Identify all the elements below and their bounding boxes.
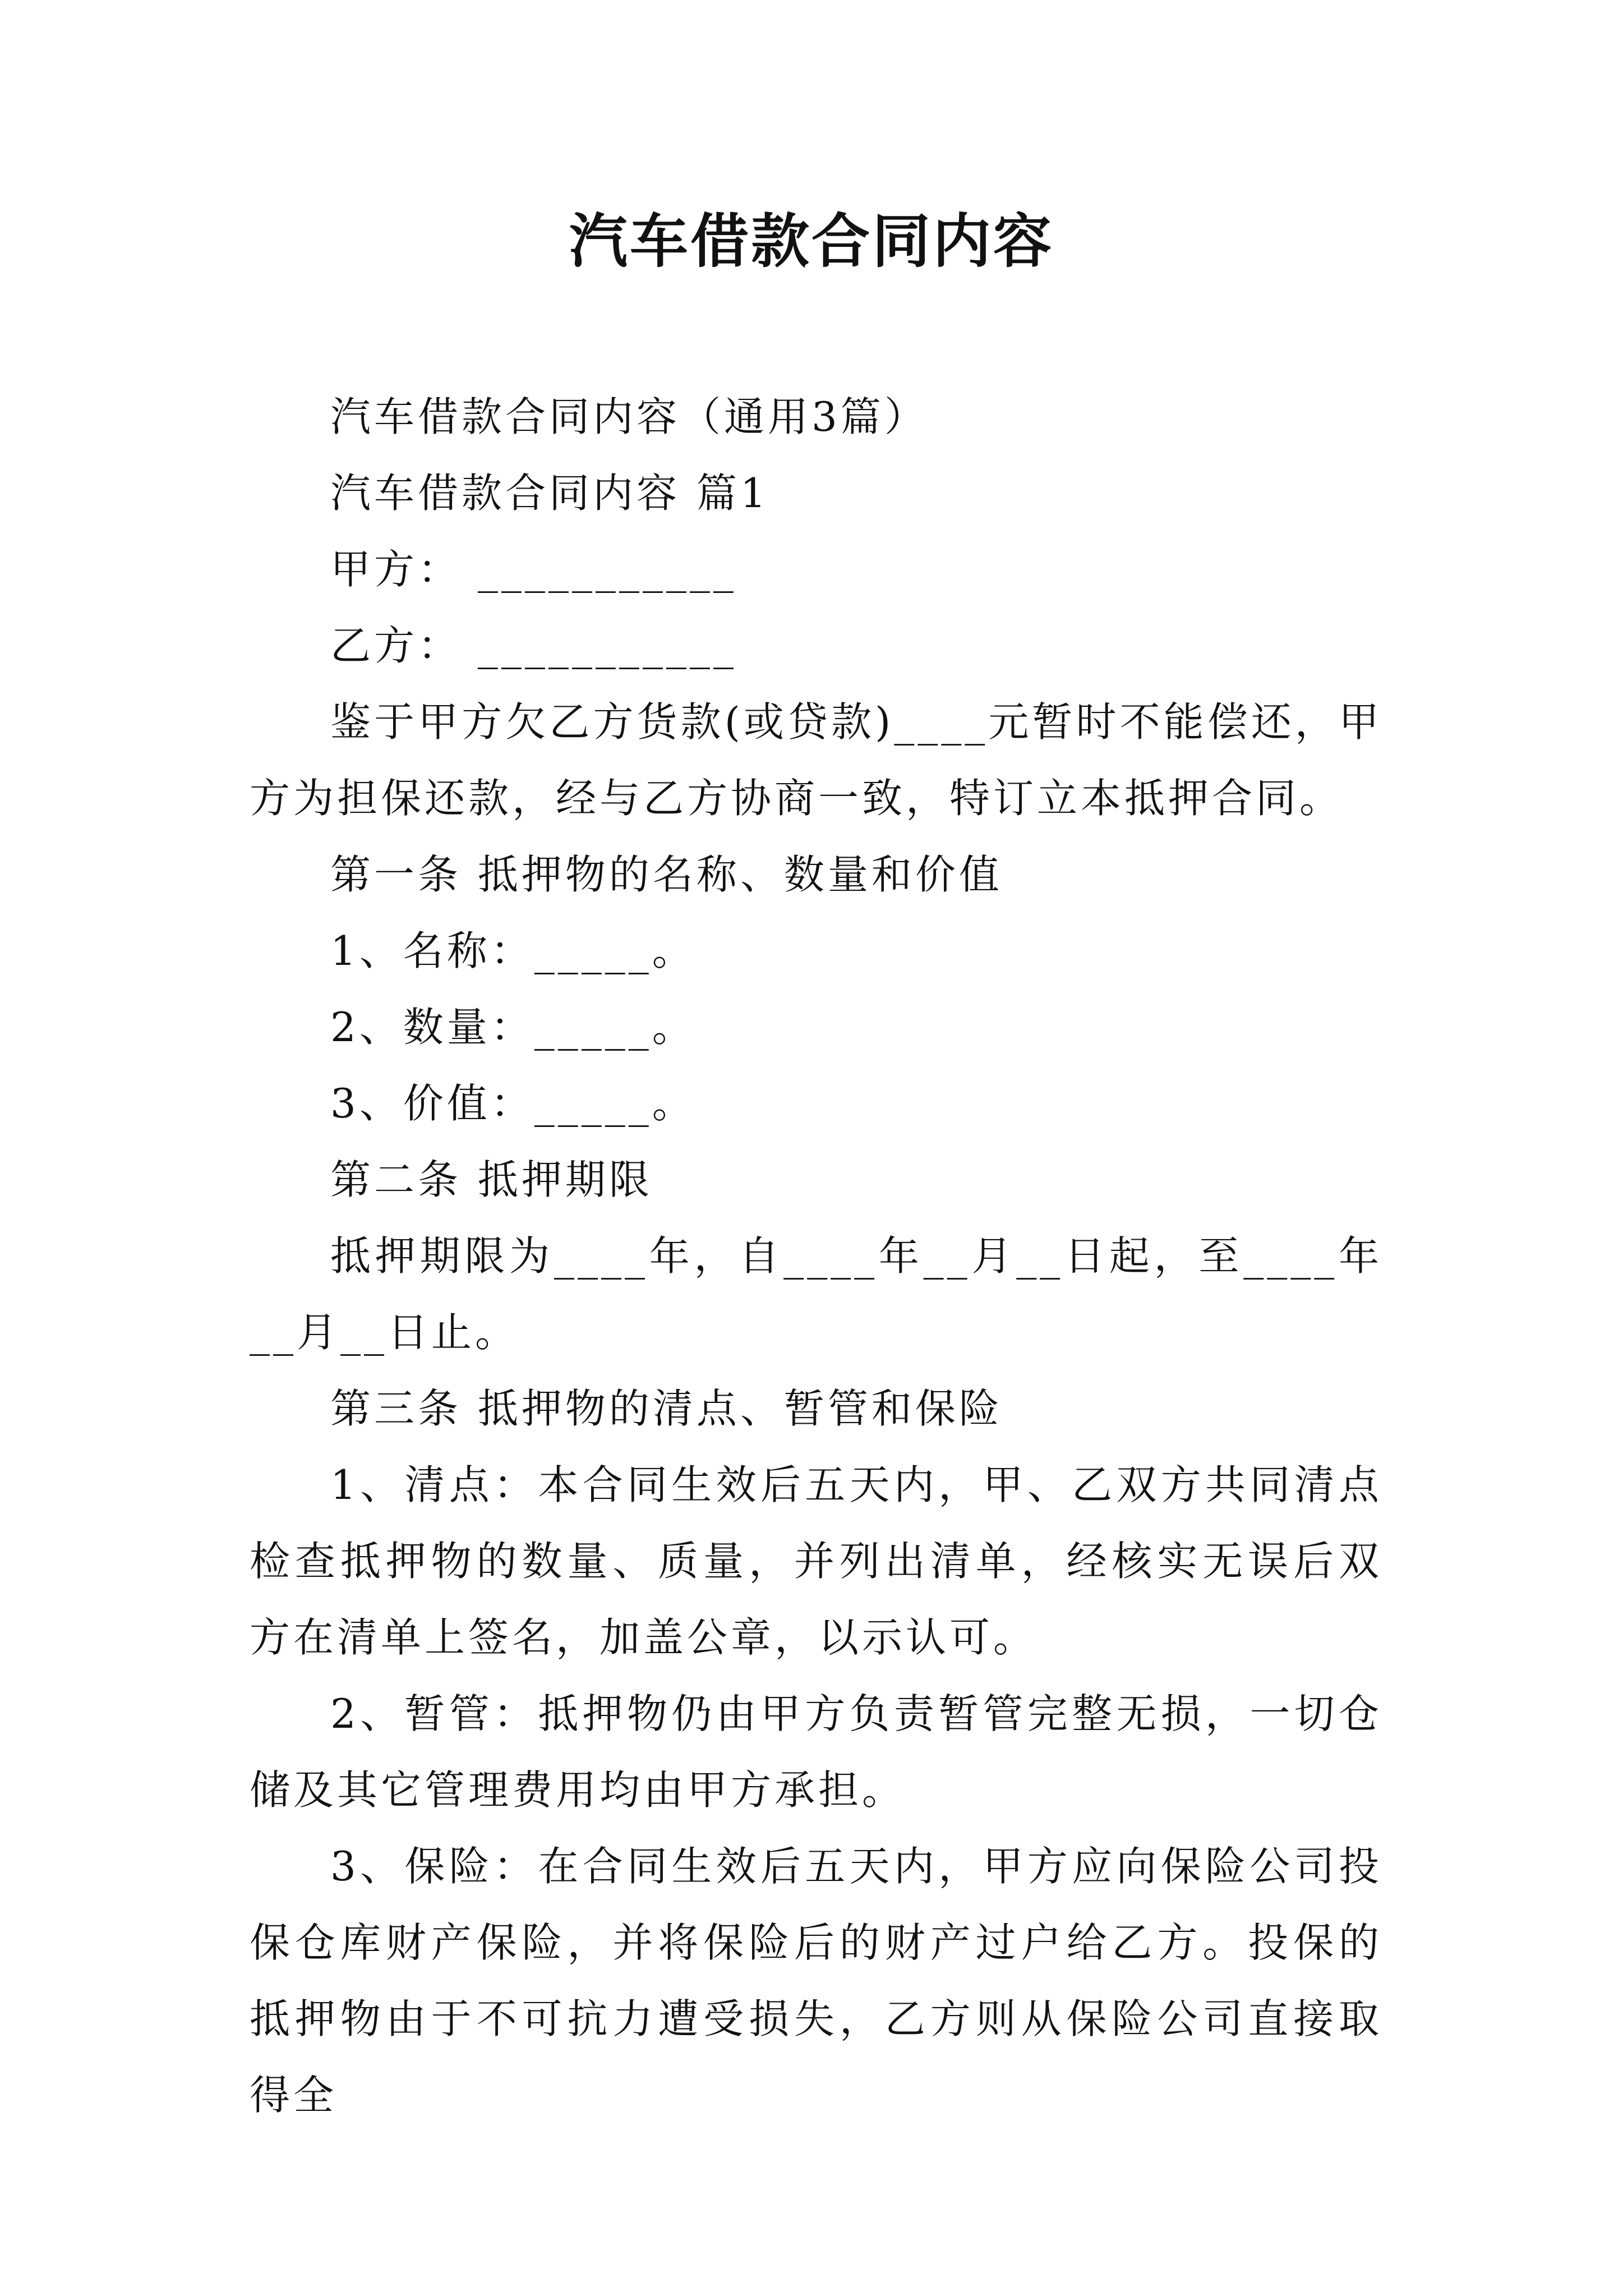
document-title: 汽车借款合同内容 (569, 206, 1054, 275)
document-body (250, 379, 1382, 2133)
paragraph-party-a: 甲方： ___________ (330, 546, 737, 593)
paragraph-item-quantity: 2、数量：_____。 (330, 1004, 696, 1051)
paragraph-article-2: 第二条 抵押期限 (330, 1156, 653, 1203)
paragraph-item-name: 1、名称：_____。 (330, 927, 696, 974)
paragraph-article-1: 第一条 抵押物的名称、数量和价值 (330, 851, 1003, 898)
paragraph-insurance: 3、保险：在合同生效后五天内，甲方应向保险公司投保仓库财产保险，并将保险后的财产过户给乙方。投保的抵押物由于不可抗力遭受损失，乙方则从保险公司直接取得全 (250, 1843, 1382, 2119)
paragraph-custody: 2、暂管：抵押物仍由甲方负责暂管完整无损，一切仓储及其它管理费用均由甲方承担。 (250, 1690, 1382, 1814)
paragraph-article-3: 第三条 抵押物的清点、暂管和保险 (330, 1385, 1003, 1432)
paragraph-party-b: 乙方： ___________ (330, 622, 737, 669)
paragraph-preamble: 鉴于甲方欠乙方货款(或贷款)____元暂时不能偿还，甲方为担保还款，经与乙方协商一致，特订立本抵押合同。 (250, 698, 1382, 822)
paragraph-inventory: 1、清点：本合同生效后五天内，甲、乙双方共同清点检查抵押物的数量、质量，并列出清单，经核实无误后双方在清单上签名，加盖公章，以示认可。 (250, 1461, 1382, 1661)
paragraph-subtitle: 汽车借款合同内容（通用3篇） (330, 393, 928, 440)
paragraph-term: 抵押期限为____年，自____年__月__日起，至____年__月__日止。 (250, 1232, 1382, 1356)
paragraph-section-heading: 汽车借款合同内容 篇1 (330, 470, 769, 517)
paragraph-item-value: 3、价值：_____。 (330, 1080, 696, 1127)
